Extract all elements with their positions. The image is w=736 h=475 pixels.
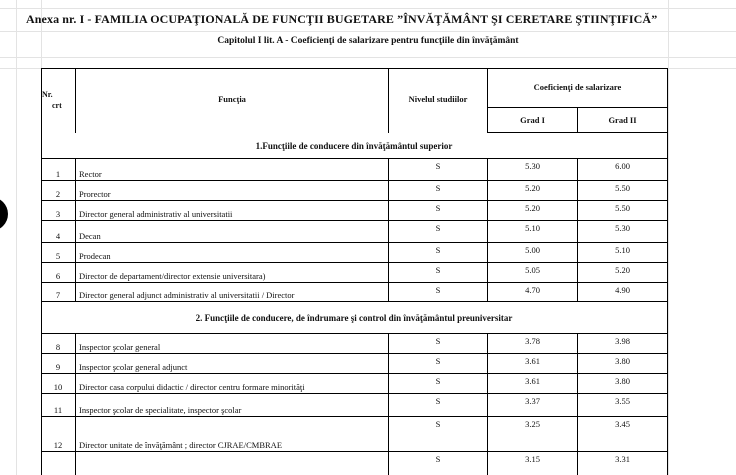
cell-nr-value: 4 — [55, 231, 61, 241]
cell-grad-1-value: 3.78 — [525, 336, 540, 346]
cell-grad-1-value: 3.61 — [525, 356, 540, 366]
gridline-h — [0, 8, 736, 9]
cell-nr — [41, 201, 76, 221]
cell-nivel-value: S — [435, 265, 441, 275]
cell-grad-1 — [488, 394, 578, 417]
cell-functia-value: Director unitate de învăţământ ; director CJRAE/CMBRAE — [79, 440, 283, 450]
cell-grad-2 — [578, 159, 668, 181]
cell-grad-1-value: 3.15 — [525, 454, 540, 464]
cell-grad-1 — [488, 417, 578, 452]
cell-grad-2-value: 6.00 — [615, 161, 630, 171]
cell-grad-2 — [578, 243, 668, 263]
cell-grad-1 — [488, 354, 578, 374]
annex-title: Anexa nr. I - FAMILIA OCUPAŢIONALĂ DE FUNCŢII BUGETARE ”ÎNVĂŢĂMÂNT ŞI CERETARE ŞTIINŢIFICĂ” — [26, 12, 658, 26]
cell-nr-value: 8 — [55, 342, 61, 352]
cell-grad-2 — [578, 283, 668, 302]
cell-grad-2-value: 5.20 — [615, 265, 630, 275]
cell-grad-1 — [488, 452, 578, 475]
cell-grad-2 — [578, 201, 668, 221]
cell-nivel-value: S — [435, 376, 441, 386]
cell-grad-1-value: 5.00 — [525, 245, 540, 255]
cell-grad-1 — [488, 283, 578, 302]
cell-nivel — [389, 374, 488, 394]
cell-grad-1-value: 5.20 — [525, 203, 540, 213]
cell-nr — [41, 374, 76, 394]
cell-grad-2 — [578, 221, 668, 243]
cell-functia-value: Rector — [79, 169, 102, 179]
gridline-h — [0, 31, 736, 32]
cell-functia — [76, 263, 389, 283]
gridline-v — [16, 0, 17, 475]
cell-grad-2-value: 3.80 — [615, 356, 630, 366]
cell-grad-1-value: 4.70 — [525, 285, 540, 295]
cell-nivel — [389, 243, 488, 263]
cell-nr-value: 12 — [53, 440, 63, 450]
cell-grad-1 — [488, 181, 578, 201]
cell-nr — [41, 452, 76, 475]
cell-grad-1 — [488, 374, 578, 394]
cell-grad-1 — [488, 201, 578, 221]
cell-nivel-value: S — [435, 223, 441, 233]
cell-grad-2-value: 5.50 — [615, 203, 630, 213]
cell-grad-2-value: 4.90 — [615, 285, 630, 295]
chapter-subtitle: Capitolul I lit. A - Coeficienţi de salarizare pentru funcţiile din învăţământ — [217, 36, 519, 46]
cell-grad-1-value: 5.20 — [525, 183, 540, 193]
header-coeficienti — [488, 68, 668, 108]
header-grad2-label: Grad II — [608, 115, 637, 125]
cell-functia — [76, 334, 389, 354]
cell-nivel — [389, 201, 488, 221]
cell-nivel — [389, 452, 488, 475]
cell-nivel-value: S — [435, 183, 441, 193]
cell-grad-1-value: 5.30 — [525, 161, 540, 171]
cell-grad-2 — [578, 181, 668, 201]
cell-nr — [41, 181, 76, 201]
cell-grad-2-value: 5.50 — [615, 183, 630, 193]
cell-grad-2 — [578, 452, 668, 475]
cell-grad-2 — [578, 417, 668, 452]
cell-grad-2-value: 3.80 — [615, 376, 630, 386]
cell-functia-value: Inspector şcolar general — [79, 342, 161, 352]
cell-nivel — [389, 221, 488, 243]
cell-nivel — [389, 334, 488, 354]
cell-functia — [76, 283, 389, 302]
cell-nivel-value: S — [435, 336, 441, 346]
cell-grad-2 — [578, 394, 668, 417]
header-grad-2 — [578, 108, 668, 133]
cell-nivel-value: S — [435, 454, 441, 464]
cell-functia — [76, 417, 389, 452]
cell-nivel — [389, 159, 488, 181]
header-nr: Nr. — [42, 90, 53, 99]
cell-nr — [41, 263, 76, 283]
cell-grad-1 — [488, 334, 578, 354]
gridline-h — [0, 57, 736, 58]
cell-grad-1 — [488, 243, 578, 263]
cell-functia-value: Director de departament/director extensie universitara) — [79, 271, 266, 281]
cell-functia — [76, 394, 389, 417]
cell-nr — [41, 221, 76, 243]
cell-nr-value: 3 — [55, 209, 61, 219]
cell-nr — [41, 417, 76, 452]
cell-nivel-value: S — [435, 285, 441, 295]
salary-coefficient-table — [41, 68, 668, 475]
header-grad1-label: Grad I — [520, 115, 545, 125]
cell-grad-1 — [488, 159, 578, 181]
header-grad-1 — [488, 108, 578, 133]
cell-functia — [76, 159, 389, 181]
cell-functia — [76, 243, 389, 263]
cell-nivel-value: S — [435, 356, 441, 366]
cell-functia-value: Inspector şcolar de specialitate, inspector şcolar — [79, 405, 242, 415]
cell-nivel — [389, 417, 488, 452]
cell-nivel-value: S — [435, 419, 441, 429]
header-crt: crt — [52, 101, 62, 110]
cell-nivel — [389, 263, 488, 283]
header-functia-label: Funcţia — [218, 94, 246, 104]
header-nivel-label: Nivelul studiilor — [408, 94, 468, 104]
cell-nr-value: 1 — [55, 169, 61, 179]
cell-nr-value: 5 — [55, 251, 61, 261]
gridline-v — [668, 0, 669, 475]
cell-nr — [41, 394, 76, 417]
section-header: 1.Funcţiile de conducere din învăţământul superior — [41, 133, 668, 159]
cell-nivel — [389, 181, 488, 201]
cell-grad-2-value: 3.45 — [615, 419, 630, 429]
cell-grad-1-value: 3.25 — [525, 419, 540, 429]
cell-nr — [41, 334, 76, 354]
cell-nr-value: 9 — [55, 362, 61, 372]
cell-functia-value: Prorector — [79, 189, 111, 199]
cell-nivel — [389, 394, 488, 417]
cell-grad-1 — [488, 263, 578, 283]
cell-grad-1-value: 3.37 — [525, 396, 540, 406]
cell-functia-value: Director general adjunct administrativ al universitatii / Director — [79, 290, 295, 300]
cell-nr-value: 10 — [53, 382, 63, 392]
cell-nr-value: 6 — [55, 271, 61, 281]
cell-nivel-value: S — [435, 161, 441, 171]
cell-nr — [41, 159, 76, 181]
cell-functia-value: Director casa corpului didactic / director centru formare minorităţi — [79, 382, 305, 392]
cell-grad-2-value: 5.10 — [615, 245, 630, 255]
cell-functia-value: Director general administrativ al universitatii — [79, 209, 233, 219]
cell-nivel — [389, 283, 488, 302]
cell-functia-value: Decan — [79, 231, 101, 241]
cell-grad-2 — [578, 354, 668, 374]
cell-nivel — [389, 354, 488, 374]
cell-nr — [41, 243, 76, 263]
cell-grad-2-value: 3.55 — [615, 396, 630, 406]
header-coef-label: Coeficienţi de salarizare — [533, 82, 622, 92]
cell-nivel-value: S — [435, 396, 441, 406]
cell-nr-value: 2 — [55, 189, 61, 199]
cell-grad-1-value: 5.05 — [525, 265, 540, 275]
cell-nr-value: 7 — [55, 290, 61, 300]
cell-grad-1-value: 3.61 — [525, 376, 540, 386]
cell-functia-value: Inspector şcolar general adjunct — [79, 362, 188, 372]
cell-functia-value: Prodecan — [79, 251, 111, 261]
cell-grad-2-value: 3.98 — [615, 336, 630, 346]
cell-functia — [76, 221, 389, 243]
cell-functia — [76, 374, 389, 394]
cell-nivel-value: S — [435, 245, 441, 255]
cell-grad-1 — [488, 221, 578, 243]
cell-grad-2 — [578, 334, 668, 354]
section-header: 2. Funcţiile de conducere, de îndrumare şi control din învăţământul preuniversitar — [41, 302, 668, 334]
cell-grad-1-value: 5.10 — [525, 223, 540, 233]
cell-grad-2-value: 5.30 — [615, 223, 630, 233]
cell-functia — [76, 452, 389, 475]
cell-grad-2 — [578, 374, 668, 394]
scroll-handle[interactable] — [0, 197, 8, 231]
cell-nivel-value: S — [435, 203, 441, 213]
cell-nr — [41, 283, 76, 302]
cell-nr — [41, 354, 76, 374]
cell-functia — [76, 181, 389, 201]
cell-grad-2-value: 3.31 — [615, 454, 630, 464]
cell-functia — [76, 201, 389, 221]
cell-nr-value: 11 — [53, 405, 63, 415]
cell-grad-2 — [578, 263, 668, 283]
cell-functia — [76, 354, 389, 374]
